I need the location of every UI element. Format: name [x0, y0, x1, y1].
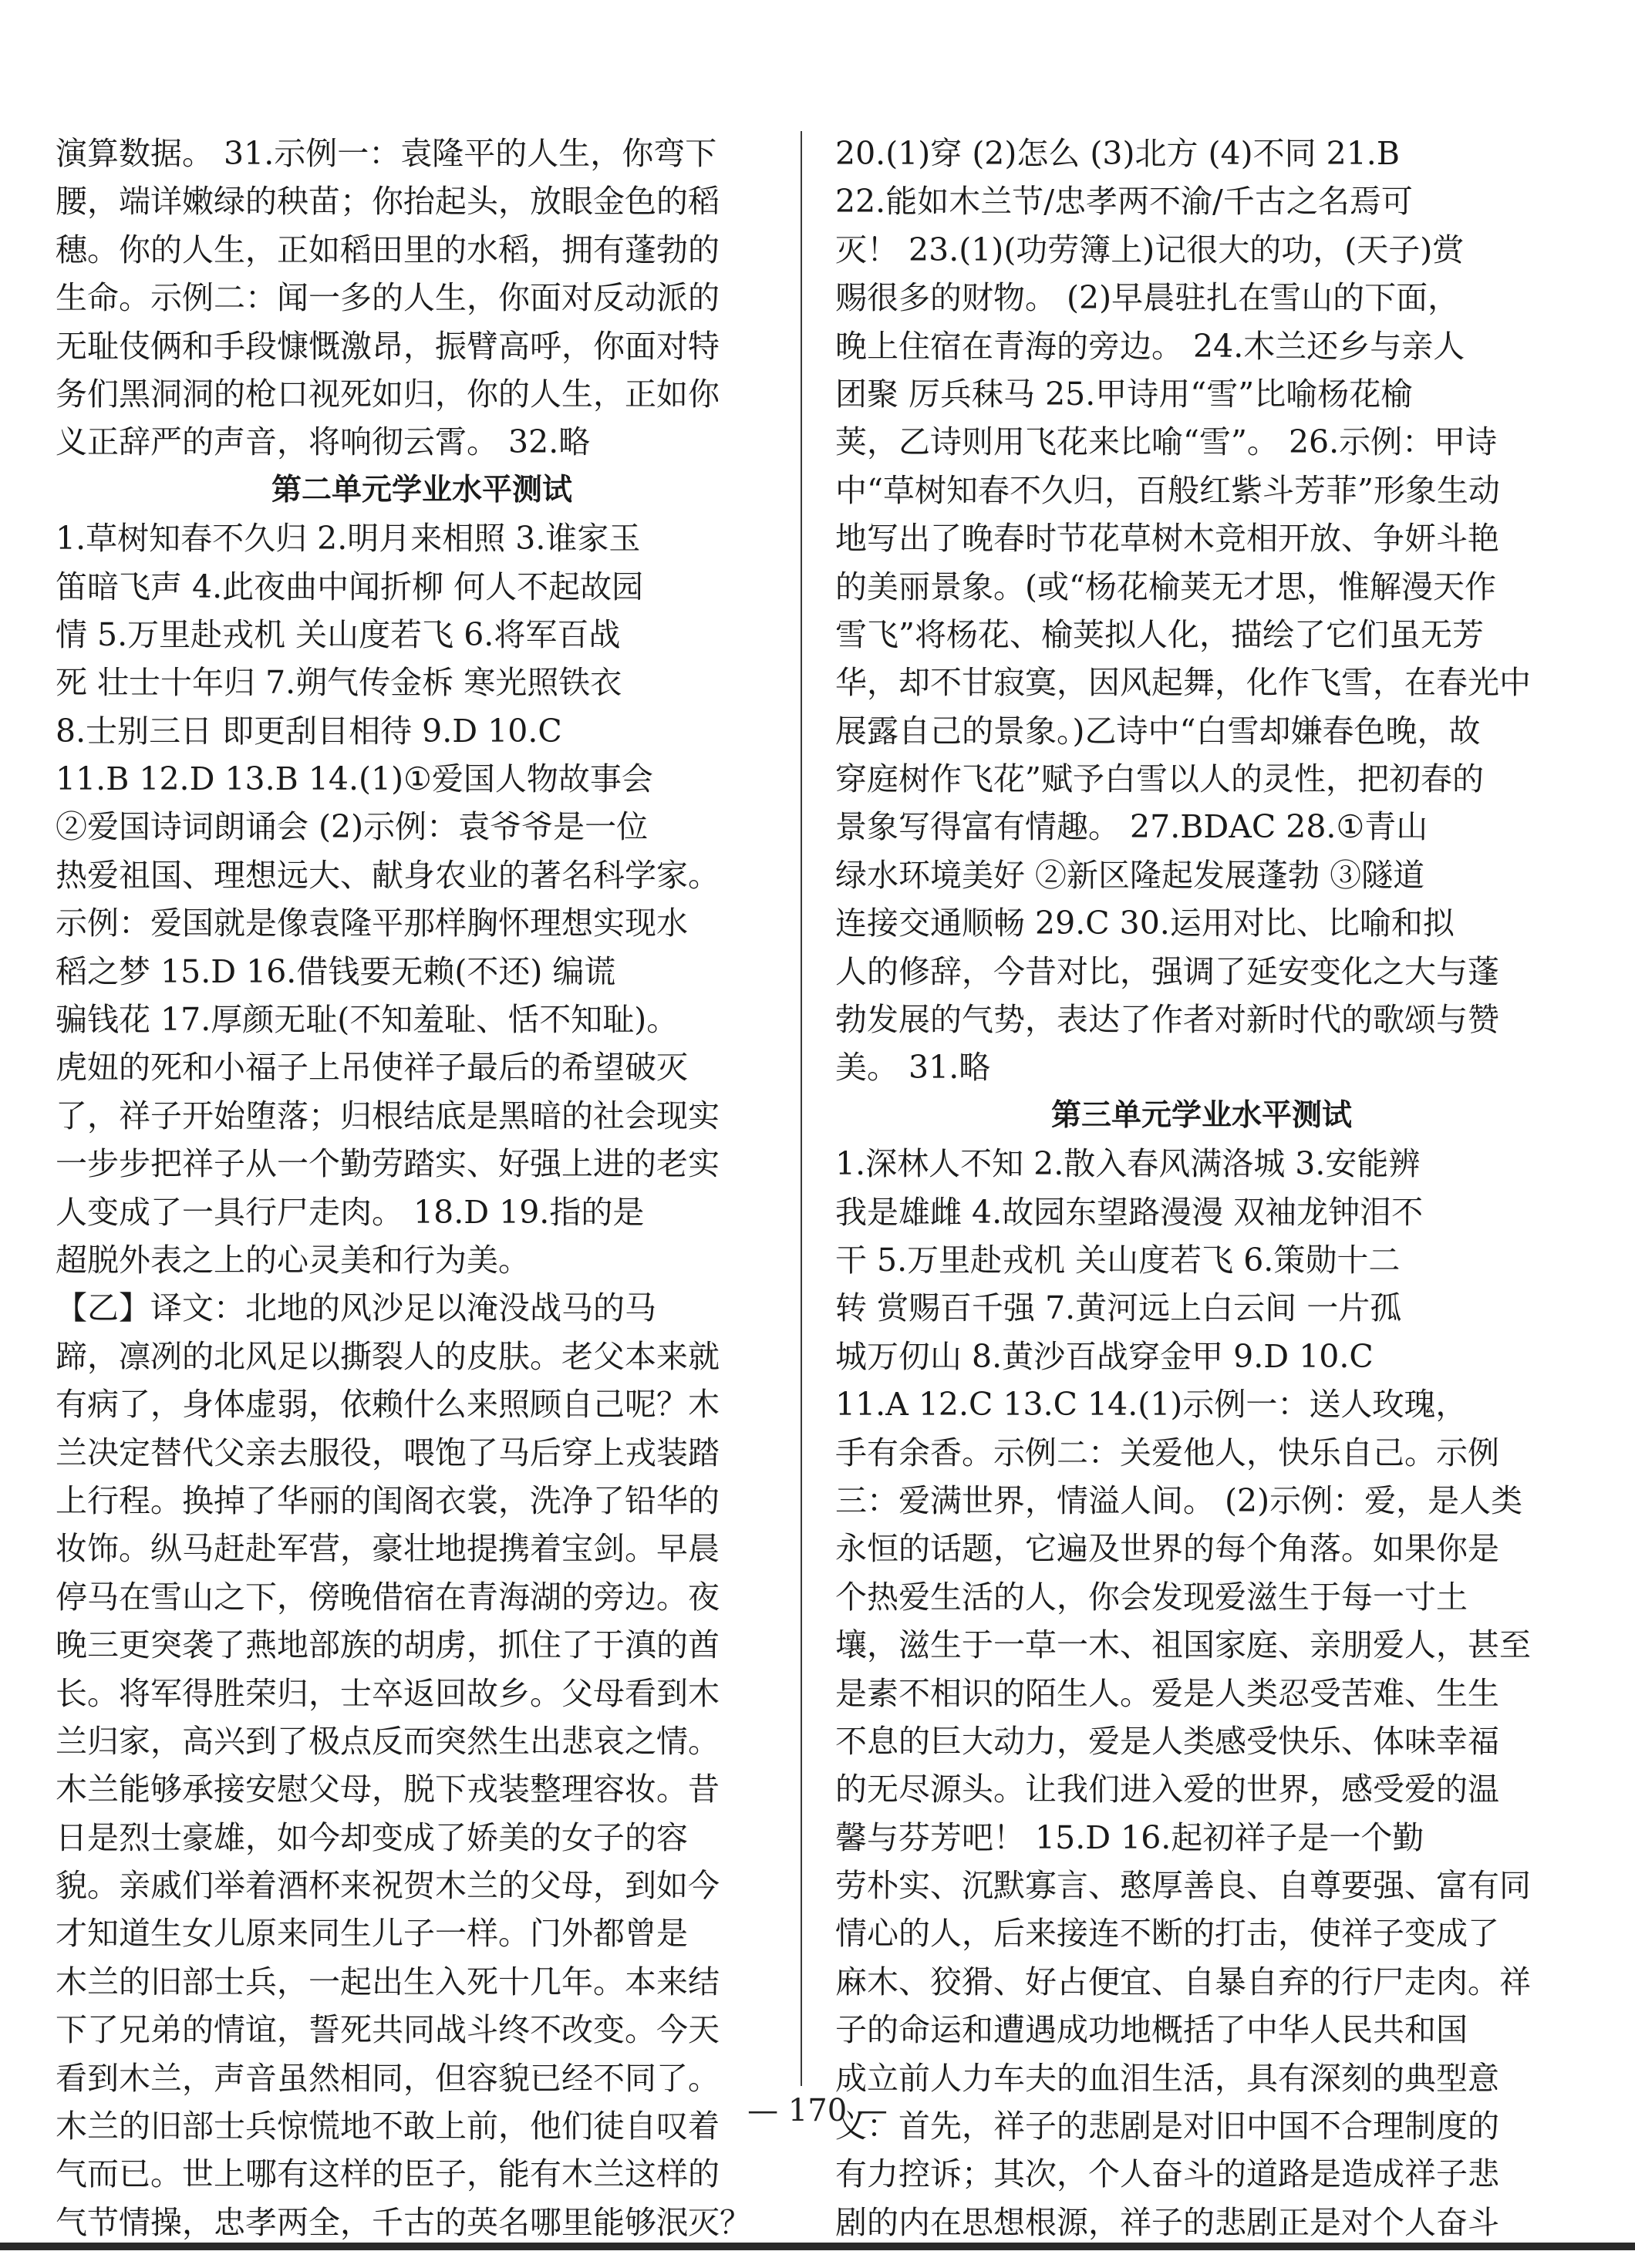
text-line: 腰，端详嫩绿的秧苗；你抬起头，放眼金色的稻 [56, 183, 720, 221]
translation-line: 木兰的旧部士兵惊慌地不敢上前，他们徒自叹着 [56, 2108, 720, 2145]
text-line: 义：首先，祥子的悲剧是对旧中国不合理制度的 [835, 2108, 1499, 2145]
text-line: 干 5.万里赴戎机 关山度若飞 6.策勋十二 [835, 1241, 1401, 1279]
translation-line: 貌。亲戚们举着酒杯来祝贺木兰的父母，到如今 [56, 1867, 720, 1905]
text-line: 个热爱生活的人，你会发现爱滋生于每一寸土 [835, 1578, 1468, 1616]
text-line: 是素不相识的陌生人。爱是人类忍受苦难、生生 [835, 1674, 1499, 1712]
text-line: 义正辞严的声音，将响彻云霄。 32.略 [56, 423, 591, 461]
text-line: 8.士别三日 即更刮目相待 9.D 10.C [56, 712, 562, 750]
text-line: 城万仞山 8.黄沙百战穿金甲 9.D 10.C [835, 1337, 1374, 1375]
text-line: 有力控诉；其次，个人奋斗的道路是造成祥子悲 [835, 2155, 1499, 2193]
text-line: 死 壮士十年归 7.朔气传金柝 寒光照铁衣 [56, 664, 622, 702]
translation-line: 日是烈士豪雄，如今却变成了娇美的女子的容 [56, 1818, 688, 1856]
text-line: 灭！ 23.(1)(功劳簿上)记很大的功，(天子)赏 [835, 231, 1465, 268]
translation-line: 妆饰。纵马赶赴军营，豪壮地提携着宝剑。早晨 [56, 1530, 720, 1568]
text-line: 无耻伎俩和手段慷慨激昂，振臂高呼，你面对特 [56, 327, 720, 365]
text-line: 穗。你的人生，正如稻田里的水稻，拥有蓬勃的 [56, 231, 720, 268]
translation-line: 有病了，身体虚弱，依赖什么来照顾自己呢？木 [56, 1386, 720, 1424]
right-column [835, 130, 1568, 2246]
text-line: 子的命运和遭遇成功地概括了中华人民共和国 [835, 2011, 1468, 2049]
text-line: 劳朴实、沉默寡言、憨厚善良、自尊要强、富有同 [835, 1867, 1531, 1905]
text-line: 壤，滋生于一草一木、祖国家庭、亲朋爱人，甚至 [835, 1626, 1531, 1664]
text-line: 1.草树知春不久归 2.明月来相照 3.谁家玉 [56, 520, 641, 558]
left-column [56, 130, 788, 2246]
text-line: 晚上住宿在青海的旁边。 24.木兰还乡与亲人 [835, 327, 1465, 365]
text-line: 人的修辞，今昔对比，强调了延安变化之大与蓬 [835, 952, 1499, 990]
text-line: 的美丽景象。(或“杨花榆荚无才思，惟解漫天作 [835, 568, 1496, 605]
text-line: 馨与芬芳吧！ 15.D 16.起初祥子是一个勤 [835, 1818, 1424, 1856]
text-line: 景象写得富有情趣。 27.BDAC 28.①青山 [835, 808, 1428, 846]
section-heading-unit-3: 第三单元学业水平测试 [1050, 1097, 1352, 1133]
text-line: 绿水环境美好 ②新区隆起发展蓬勃 ③隧道 [835, 856, 1425, 894]
text-line: 骗钱花 17.厚颜无耻(不知羞耻、恬不知耻)。 [56, 1001, 679, 1039]
text-line: 人变成了一具行尸走肉。 18.D 19.指的是 [56, 1193, 645, 1231]
translation-line: 蹄，凛冽的北风足以撕裂人的皮肤。老父本来就 [56, 1337, 720, 1375]
page-number: — 170 — [747, 2093, 888, 2128]
text-line: 一步步把祥子从一个勤劳踏实、好强上进的老实 [56, 1145, 720, 1183]
translation-line: 气而已。世上哪有这样的臣子，能有木兰这样的 [56, 2155, 720, 2193]
text-line: ②爱国诗词朗诵会 (2)示例：袁爷爷是一位 [56, 808, 649, 846]
text-line: 团聚 厉兵秣马 25.甲诗用“雪”比喻杨花榆 [835, 375, 1413, 413]
text-line: 连接交通顺畅 29.C 30.运用对比、比喻和拟 [835, 905, 1455, 942]
text-line: 勃发展的气势，表达了作者对新时代的歌颂与赞 [835, 1001, 1499, 1039]
text-line: 了，祥子开始堕落；归根结底是黑暗的社会现实 [56, 1097, 720, 1134]
column-divider [801, 131, 802, 2086]
translation-line: 停马在雪山之下，傍晚借宿在青海湖的旁边。夜 [56, 1578, 720, 1616]
text-line: 20.(1)穿 (2)怎么 (3)北方 (4)不同 21.B [835, 135, 1400, 172]
text-line: 1.深林人不知 2.散入春风满洛城 3.安能辨 [835, 1145, 1421, 1183]
translation-line: 看到木兰，声音虽然相同，但容貌已经不同了。 [56, 2059, 720, 2097]
text-line: 11.A 12.C 13.C 14.(1)示例一：送人玫瑰， [835, 1386, 1468, 1424]
text-line: 华，却不甘寂寞，因风起舞，化作飞雪，在春光中 [835, 664, 1531, 702]
text-line: 务们黑洞洞的枪口视死如归，你的人生，正如你 [56, 375, 720, 413]
text-line: 荚，乙诗则用飞花来比喻“雪”。 26.示例：甲诗 [835, 423, 1498, 461]
text-line: 永恒的话题，它遍及世界的每个角落。如果你是 [835, 1530, 1499, 1568]
text-line: 美。 31.略 [835, 1049, 991, 1087]
text-line: 热爱祖国、理想远大、献身农业的著名科学家。 [56, 856, 720, 894]
translation-line: 下了兄弟的情谊，誓死共同战斗终不改变。今天 [56, 2011, 720, 2049]
text-line: 超脱外表之上的心灵美和行为美。 [56, 1241, 530, 1279]
section-heading-unit-2: 第二单元学业水平测试 [271, 472, 572, 507]
text-line: 展露自己的景象。)乙诗中“白雪却嫌春色晚，故 [835, 712, 1481, 750]
text-line: 笛暗飞声 4.此夜曲中闻折柳 何人不起故园 [56, 568, 644, 605]
text-line: 转 赏赐百千强 7.黄河远上白云间 一片孤 [835, 1289, 1402, 1327]
text-line: 11.B 12.D 13.B 14.(1)①爱国人物故事会 [56, 760, 653, 798]
text-line: 的无尽源头。让我们进入爱的世界，感受爱的温 [835, 1771, 1499, 1808]
text-line: 地写出了晚春时节花草树木竞相开放、争妍斗艳 [835, 520, 1499, 558]
text-line: 麻木、狡猾、好占便宜、自暴自弃的行尸走肉。祥 [835, 1963, 1531, 2000]
translation-line: 上行程。换掉了华丽的闺阁衣裳，洗净了铅华的 [56, 1481, 720, 1519]
text-line: 成立前人力车夫的血泪生活，具有深刻的典型意 [835, 2059, 1499, 2097]
translation-line: 晚三更突袭了燕地部族的胡虏，抓住了于滇的酋 [56, 1626, 720, 1664]
text-line: 赐很多的财物。 (2)早晨驻扎在雪山的下面， [835, 279, 1460, 317]
text-line: 演算数据。 31.示例一：袁隆平的人生，你弯下 [56, 135, 717, 172]
text-line: 我是雄雌 4.故园东望路漫漫 双袖龙钟泪不 [835, 1193, 1424, 1231]
translation-line: 才知道生女儿原来同生儿子一样。门外都曾是 [56, 1915, 688, 1953]
translation-line: 木兰能够承接安慰父母，脱下戎装整理容妆。昔 [56, 1771, 720, 1808]
text-line: 示例：爱国就是像袁隆平那样胸怀理想实现水 [56, 905, 688, 942]
translation-line: 【乙】译文：北地的风沙足以淹没战马的马 [56, 1289, 656, 1327]
text-line: 雪飞”将杨花、榆荚拟人化，描绘了它们虽无芳 [835, 615, 1484, 653]
text-line: 三：爱满世界，情溢人间。 (2)示例：爱，是人类 [835, 1481, 1523, 1519]
text-line: 手有余香。示例二：关爱他人，快乐自己。示例 [835, 1434, 1499, 1471]
text-line: 情心的人，后来接连不断的打击，使祥子变成了 [835, 1915, 1499, 1953]
translation-line: 长。将军得胜荣归，士卒返回故乡。父母看到木 [56, 1674, 720, 1712]
text-line: 情 5.万里赴戎机 关山度若飞 6.将军百战 [56, 615, 621, 653]
text-line: 22.能如木兰节/忠孝两不渝/千古之名焉可 [835, 183, 1413, 221]
text-line: 剧的内在思想根源，祥子的悲剧正是对个人奋斗 [835, 2203, 1499, 2241]
text-line: 虎妞的死和小福子上吊使祥子最后的希望破灭 [56, 1049, 688, 1087]
translation-line: 木兰的旧部士兵，一起出生入死十几年。本来结 [56, 1963, 720, 2000]
text-line: 穿庭树作飞花”赋予白雪以人的灵性，把初春的 [835, 760, 1484, 798]
text-line: 稻之梦 15.D 16.借钱要无赖(不还) 编谎 [56, 952, 616, 990]
text-line: 生命。示例二：闻一多的人生，你面对反动派的 [56, 279, 720, 317]
translation-line: 兰归家，高兴到了极点反而突然生出悲哀之情。 [56, 1722, 720, 1760]
translation-line: 气节情操，忠孝两全，千古的英名哪里能够泯灭？ [56, 2203, 751, 2241]
text-line: 中“草树知春不久归，百般红紫斗芳菲”形象生动 [835, 471, 1500, 509]
text-line: 不息的巨大动力，爱是人类感受快乐、体味幸福 [835, 1722, 1499, 1760]
bottom-edge-band [0, 2243, 1635, 2250]
translation-line: 兰决定替代父亲去服役，喂饱了马后穿上戎装踏 [56, 1434, 720, 1471]
